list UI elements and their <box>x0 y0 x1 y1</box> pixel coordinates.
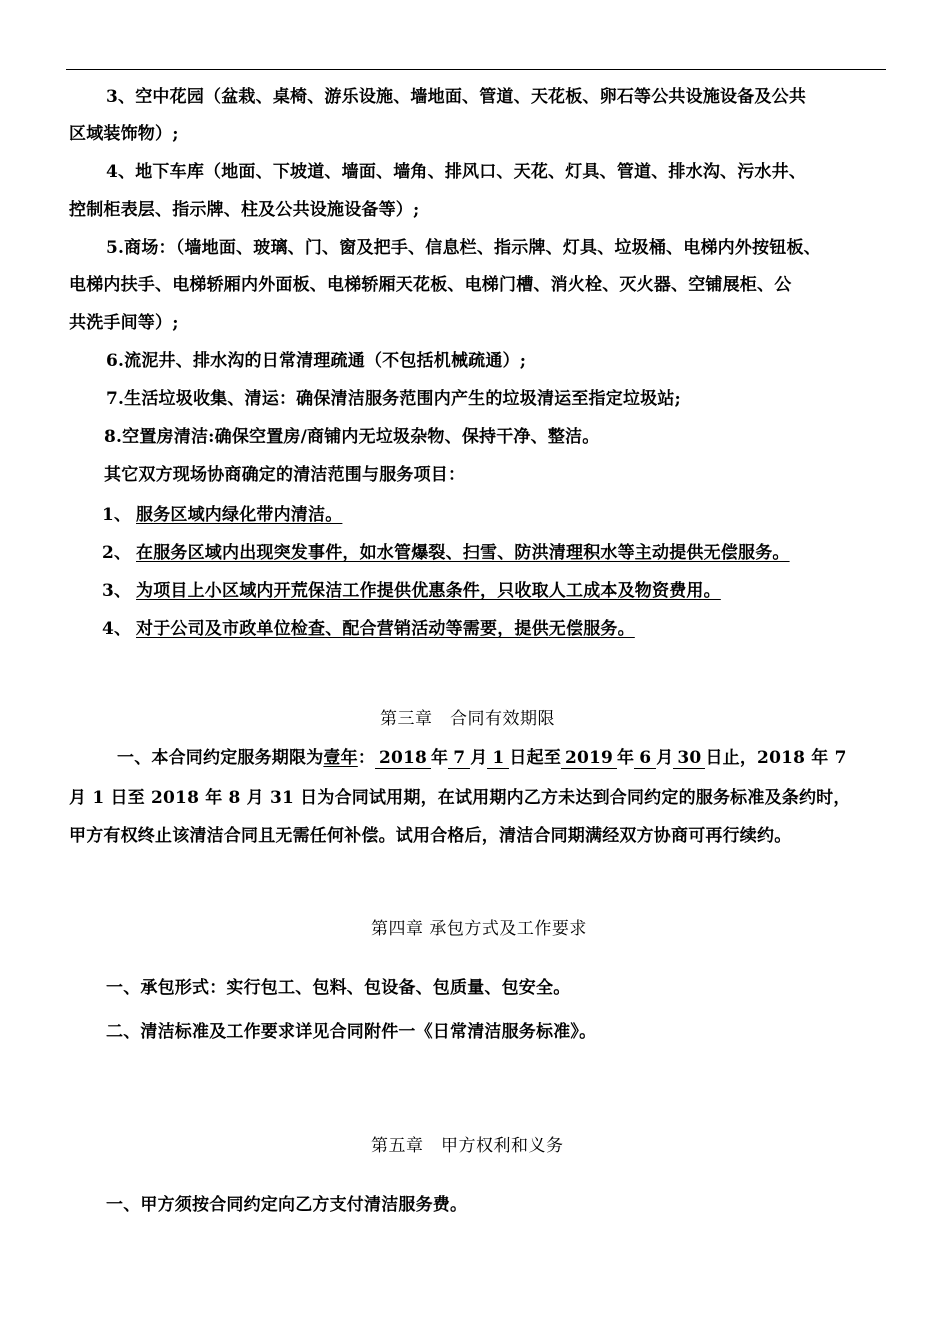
end-day: 30 <box>673 748 705 769</box>
term-suffix: 日止，2018 年 7 <box>705 748 847 768</box>
item-5-line-3: 共洗手间等）; <box>69 313 179 333</box>
item-5-line-2: 电梯内扶手、电梯轿厢内外面板、电梯轿厢天花板、电梯门槽、消火栓、灭火器、空铺展柜、公 <box>69 275 792 295</box>
item-3-line-2: 区域装饰物）; <box>69 124 179 144</box>
chapter-3-paragraph-line-1 <box>117 746 847 770</box>
other-items-title: 其它双方现场协商确定的清洁范围与服务项目： <box>104 465 466 485</box>
item-8: 8.空置房清洁:确保空置房/商铺内无垃圾杂物、保持干净、整洁。 <box>104 427 600 447</box>
item-3-line-1: 3、空中花园（盆栽、桌椅、游乐设施、墙地面、管道、天花板、卵石等公共设施设备及公共 <box>106 87 807 107</box>
other-item-text: 服务区域内绿化带内清洁。 <box>136 505 343 525</box>
start-year: 2018 <box>375 748 431 769</box>
chapter-4-heading: 第四章 承包方式及工作要求 <box>371 919 587 939</box>
other-item-text: 在服务区域内出现突发事件，如水管爆裂、扫雪、防洪清理积水等主动提供无偿服务。 <box>136 543 790 563</box>
other-item-number: 1、 <box>102 505 132 525</box>
item-6: 6.流泥井、排水沟的日常清理疏通（不包括机械疏通）; <box>106 351 527 371</box>
other-item-text: 对于公司及市政单位检查、配合营销活动等需要，提供无偿服务。 <box>136 619 635 639</box>
start-month: 7 <box>448 748 470 769</box>
chapter-4-paragraph-1: 一、承包形式：实行包工、包料、包设备、包质量、包安全。 <box>106 978 571 998</box>
term-prefix: 一、本合同约定服务期限为 <box>117 748 324 768</box>
other-item-4 <box>102 617 635 641</box>
month-char: 月 <box>656 748 674 768</box>
chapter-3-paragraph-line-2: 月 1 日至 2018 年 8 月 31 日为合同试用期，在试用期内乙方未达到合同约定的服务标准及条约时， <box>69 788 851 808</box>
term-colon: ： <box>357 748 376 768</box>
other-item-number: 2、 <box>102 543 132 563</box>
other-item-3 <box>102 579 721 603</box>
item-4-line-2: 控制柜表层、指示牌、柱及公共设施设备等）; <box>69 200 420 220</box>
other-item-text: 为项目上小区域内开荒保洁工作提供优惠条件，只收取人工成本及物资费用。 <box>136 581 721 601</box>
chapter-5-paragraph-1: 一、甲方须按合同约定向乙方支付清洁服务费。 <box>106 1195 468 1215</box>
chapter-5-heading: 第五章 甲方权利和义务 <box>371 1136 564 1156</box>
header-rule <box>66 69 886 70</box>
term-length: 壹年 <box>323 748 358 768</box>
item-7: 7.生活垃圾收集、清运：确保清洁服务范围内产生的垃圾清运至指定垃圾站; <box>106 389 682 409</box>
start-day: 1 <box>487 748 509 769</box>
year-char: 年 <box>617 748 635 768</box>
end-month: 6 <box>634 748 656 769</box>
from-text: 日起至 <box>509 748 562 768</box>
month-char: 月 <box>470 748 488 768</box>
item-4-line-1: 4、地下车库（地面、下坡道、墙面、墙角、排风口、天花、灯具、管道、排水沟、污水井、 <box>106 162 807 182</box>
chapter-3-heading: 第三章 合同有效期限 <box>380 709 555 729</box>
other-item-1 <box>102 503 342 527</box>
chapter-4-paragraph-2: 二、清洁标准及工作要求详见合同附件一《日常清洁服务标准》。 <box>106 1022 597 1042</box>
other-item-2 <box>102 541 790 565</box>
item-5-line-1: 5.商场：（墙地面、玻璃、门、窗及把手、信息栏、指示牌、灯具、垃圾桶、电梯内外按钮板、 <box>106 238 821 258</box>
other-item-number: 3、 <box>102 581 132 601</box>
other-item-number: 4、 <box>102 619 132 639</box>
chapter-3-paragraph-line-3: 甲方有权终止该清洁合同且无需任何补偿。试用合格后，清洁合同期满经双方协商可再行续约。 <box>69 826 792 846</box>
year-char: 年 <box>431 748 449 768</box>
end-year: 2019 <box>561 748 617 769</box>
